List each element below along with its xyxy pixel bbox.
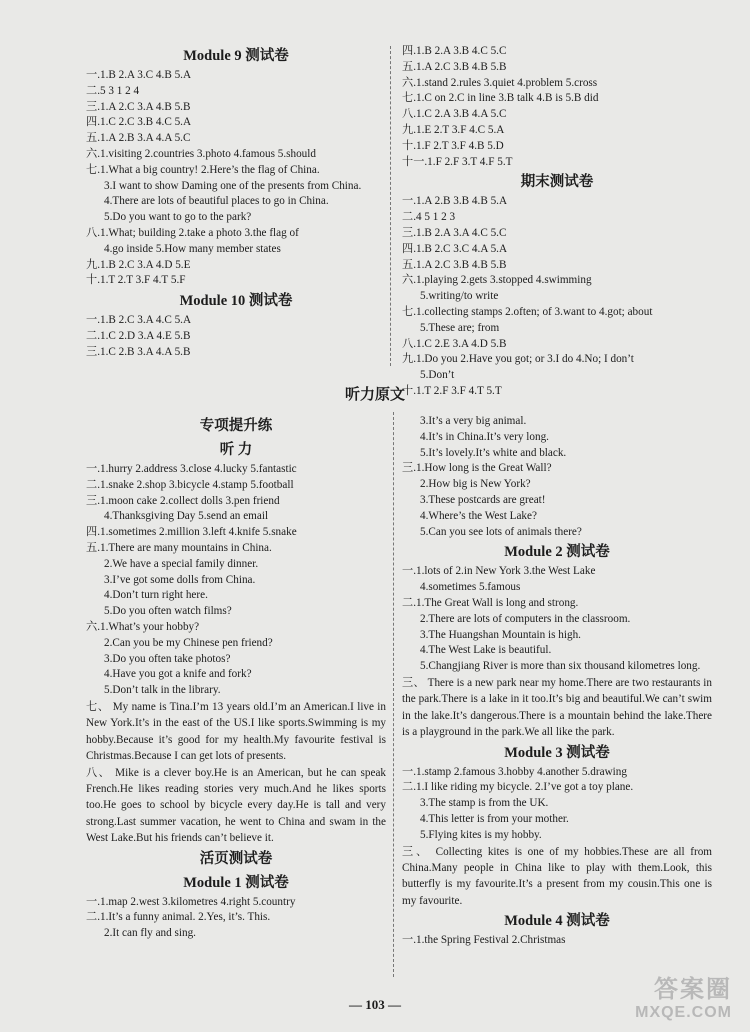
answer-line: 二.1.C 2.D 3.A 4.E 5.B (86, 329, 191, 342)
section-heading: Module 9 测试卷 (183, 48, 289, 64)
answer-line: 六.1.What’s your hobby? (86, 620, 200, 633)
answer-line: 五.1.A 2.C 3.B 4.B 5.B (402, 60, 507, 73)
answer-line: 七.1.What a big country! 2.Here’s the flag of China. (86, 163, 320, 176)
answer-line: 五.1.There are many mountains in China. (86, 541, 272, 554)
answer-line: 4.Where’s the West Lake? (420, 509, 537, 522)
section-heading: Module 10 测试卷 (179, 293, 293, 310)
answer-line: 九.1.E 2.T 3.F 4.C 5.A (402, 123, 505, 136)
answer-line: 5.Do you want to go to the park? (104, 211, 252, 224)
answer-line: 2.There are lots of computers in the classroom. (420, 612, 631, 625)
answer-line: 九.1.B 2.C 3.A 4.D 5.E (86, 258, 191, 271)
answer-line: 一.1.map 2.west 3.kilometres 4.right 5.country (86, 895, 296, 908)
answer-line: 2.We have a special family dinner. (104, 557, 259, 570)
answer-line: 二.1.I like riding my bicycle. 2.I’ve got a toy plane. (402, 781, 634, 794)
answer-line: 2.Can you be my Chinese pen friend? (104, 636, 273, 649)
answer-line: 七.1.C on 2.C in line 3.B talk 4.B is 5.B did (402, 92, 599, 105)
answer-line: 5.Do you often watch films? (104, 605, 232, 618)
answer-line: 5.Changjiang River is more than six thousand kilometres long. (420, 660, 701, 673)
answers-column-right (402, 44, 712, 400)
answer-line: 四.1.C 2.C 3.B 4.C 5.A (86, 116, 192, 129)
watermark-logo (635, 969, 732, 1022)
answer-line: 一.1.A 2.B 3.B 4.B 5.A (402, 195, 508, 208)
answer-line: 三.1.How long is the Great Wall? (402, 462, 552, 475)
answer-line: 5.Flying kites is my hobby. (420, 828, 542, 841)
section-heading: 活页测试卷 (199, 850, 273, 867)
answer-line: 三.1.C 2.B 3.A 4.A 5.B (86, 345, 191, 358)
section-heading: Module 3 测试卷 (504, 744, 610, 761)
answer-line: 一.1.lots of 2.in New York 3.the West Lake (402, 565, 596, 578)
paragraph: 三、 Collecting kites is one of my hobbies.These are all from China.Many people in China like to play with them.Look, this butterfly is my favourite.It’s a present from my cousin.This one is my favourite. (402, 845, 712, 907)
answer-line: 4.Have you got a knife and fork? (104, 668, 252, 681)
answer-line: 八.1.What; building 2.take a photo 3.the flag of (86, 226, 299, 239)
answer-line: 七.1.collecting stamps 2.often; of 3.want to 4.got; about (402, 305, 653, 318)
answer-line: 4.go inside 5.How many member states (104, 242, 281, 255)
answer-line: 3.The stamp is from the UK. (420, 797, 549, 810)
section-heading: 专项提升练 (199, 418, 273, 434)
answer-line: 二.1.It’s a funny animal. 2.Yes, it’s. This. (86, 911, 271, 924)
transcript-column-right (402, 414, 712, 949)
answer-line: 3.The Huangshan Mountain is high. (420, 628, 581, 641)
answer-line: 5.Don’t talk in the library. (104, 684, 221, 697)
answer-line: 5.writing/to write (420, 290, 499, 303)
answer-line: 4.It’s in China.It’s very long. (420, 430, 549, 443)
column-divider-lower (393, 412, 394, 977)
answer-line: 2.It can fly and sing. (104, 927, 196, 940)
answer-line: 八.1.C 2.E 3.A 4.D 5.B (402, 337, 507, 350)
answer-line: 四.1.B 2.C 3.C 4.A 5.A (402, 242, 508, 255)
answer-line: 八.1.C 2.A 3.B 4.A 5.C (402, 108, 507, 121)
answer-line: 4.Don’t turn right here. (104, 589, 208, 602)
answers-column-left (86, 44, 386, 361)
answer-line: 二.1.snake 2.shop 3.bicycle 4.stamp 5.football (86, 478, 294, 491)
answer-line: 三.1.A 2.C 3.A 4.B 5.B (86, 100, 191, 113)
answer-line: 3.Do you often take photos? (104, 652, 231, 665)
paragraph: 七、 My name is Tina.I’m 13 years old.I’m an American.I live in New York.It’s in the east of the US.I like sports.Swimming is my hobby.Because it’s good for my health.My favourite festival is Christmas.Because I can get lots of presents. (86, 700, 386, 763)
answer-line: 4.sometimes 5.famous (420, 581, 521, 594)
answer-line: 一.1.hurry 2.address 3.close 4.lucky 5.fantastic (86, 463, 297, 475)
section-heading: 期末测试卷 (520, 174, 594, 191)
answer-line: 一.1.the Spring Festival 2.Christmas (402, 934, 566, 947)
watermark-text: 答案圈 (654, 976, 732, 1003)
watermark-url: MXQE.COM (635, 1004, 732, 1021)
answer-line: 四.1.sometimes 2.million 3.left 4.knife 5.snake (86, 526, 297, 539)
answer-line: 十.1.F 2.T 3.F 4.B 5.D (402, 139, 504, 152)
answer-line: 2.How big is New York? (420, 478, 531, 491)
answer-line: 4.This letter is from your mother. (420, 812, 569, 825)
answer-line: 5.Can you see lots of animals there? (420, 525, 582, 538)
transcript-column-left (86, 414, 386, 942)
answer-line: 六.1.visiting 2.countries 3.photo 4.famous 5.should (86, 147, 316, 160)
answer-line: 十.1.T 2.T 3.F 4.T 5.F (86, 274, 186, 287)
answer-line: 5.It’s lovely.It’s white and black. (420, 446, 567, 459)
section-title: 听力原文 (344, 386, 405, 403)
answer-line: 3.These postcards are great! (420, 493, 546, 506)
answer-line: 五.1.A 2.C 3.B 4.B 5.B (402, 258, 507, 271)
paragraph: 三、 There is a new park near my home.There are two restaurants in the park.There is a lake in it too.It’s big and beautiful.We can’t swim in the lake.It’s dangerous.There is a mountain behind the lake.There is a playground in the park.We all like the park. (402, 676, 712, 739)
answer-line: 六.1.playing 2.gets 3.stopped 4.swimming (402, 274, 592, 287)
answer-line: 3.It’s a very big animal. (420, 415, 527, 427)
answer-line: 十.1.T 2.F 3.F 4.T 5.T (402, 384, 502, 397)
answer-line: 二.4 5 1 2 3 (402, 211, 456, 224)
answer-line: 5.These are; from (420, 321, 500, 334)
answer-line: 四.1.B 2.A 3.B 4.C 5.C (402, 45, 507, 57)
answer-line: 三.1.moon cake 2.collect dolls 3.pen friend (86, 494, 280, 507)
answer-line: 一.1.stamp 2.famous 3.hobby 4.another 5.drawing (402, 765, 627, 778)
answer-line: 十一.1.F 2.F 3.T 4.F 5.T (402, 155, 513, 168)
section-heading: Module 1 测试卷 (183, 874, 289, 891)
answer-line: 六.1.stand 2.rules 3.quiet 4.problem 5.cross (402, 76, 598, 89)
column-divider (390, 46, 391, 366)
answer-line: 三.1.B 2.A 3.A 4.C 5.C (402, 226, 507, 239)
answer-line: 4.The West Lake is beautiful. (420, 644, 552, 657)
answer-line: 九.1.Do you 2.Have you got; or 3.I do 4.No; I don’t (402, 353, 634, 366)
answer-line: 3.I’ve got some dolls from China. (104, 573, 256, 586)
answer-line: 二.5 3 1 2 4 (86, 84, 140, 97)
answer-line: 五.1.A 2.B 3.A 4.A 5.C (86, 132, 191, 145)
answer-line: 二.1.The Great Wall is long and strong. (402, 596, 579, 609)
answer-line: 一.1.B 2.C 3.A 4.C 5.A (86, 314, 192, 327)
section-heading: Module 4 测试卷 (504, 913, 610, 930)
answer-line: 3.I want to show Daming one of the presents from China. (104, 179, 362, 192)
paragraph: 八、 Mike is a clever boy.He is an American, but he can speak French.He likes reading stories very much.And he likes sports too.He goes to school by bicycle every day.He is tall and very strong.Last summer vacation, he went to China and swam in the West Lake.But his friends can’t believe it. (86, 766, 386, 845)
page-number: — 103 — (349, 997, 401, 1012)
answer-line: 4.Thanksgiving Day 5.send an email (104, 510, 269, 523)
answer-line: 5.Don’t (420, 369, 455, 382)
section-heading: Module 2 测试卷 (504, 544, 610, 561)
answer-line: 4.There are lots of beautiful places to go in China. (104, 195, 329, 208)
section-heading: 听 力 (219, 442, 253, 458)
answer-line: 一.1.B 2.A 3.C 4.B 5.A (86, 69, 192, 81)
